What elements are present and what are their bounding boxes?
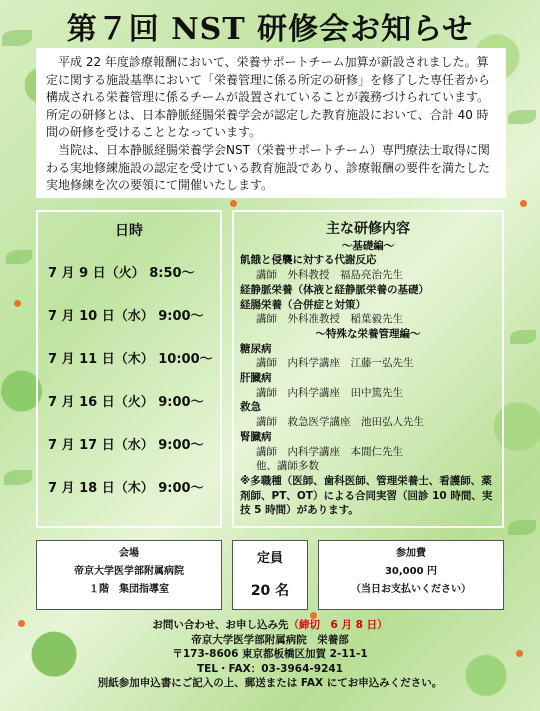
capacity-value: 20 名 [250, 583, 290, 599]
topic: 肝臓病 [240, 372, 272, 385]
schedule-date: 7 月 11 日（木） 10:00～ [48, 352, 213, 367]
fee-label: 参加費 [396, 548, 426, 559]
page-title: 第７回 NST 研修会お知らせ [66, 12, 474, 47]
contact-lead [36, 618, 504, 633]
schedule-heading: 日時 [115, 223, 143, 239]
lecturer: 講師 救急医学講座 池田弘人先生 [256, 416, 424, 429]
contact-lead-text: お問い合わせ、お申し込み先 [152, 619, 289, 631]
topic: 救急 [240, 401, 261, 414]
schedule-date: 7 月 9 日（火） 8:50～ [48, 266, 195, 281]
lecturer-others: 他、講師多数 [256, 460, 319, 473]
lecturer: 講師 内科学講座 田中篤先生 [256, 386, 403, 399]
schedule-date: 7 月 18 日（木） 9:00～ [48, 481, 204, 496]
capacity-label: 定員 [256, 551, 283, 566]
note: ※多職種（医師、歯科医師、管理栄養士、看護師、薬剤師、PT、OT）による合同実習（回診 10 時間、実技 5 時間）があります。 [240, 474, 493, 517]
topic: 経静脈栄養（体液と経静脈栄養の基礎） [240, 283, 429, 296]
schedule-date: 7 月 16 日（火） 9:00～ [48, 395, 204, 410]
berry-decoration [14, 300, 21, 307]
contact-section [36, 616, 504, 704]
venue-label: 会場 [119, 548, 139, 559]
section-label: ～特殊な栄養管理編～ [315, 327, 421, 340]
deadline: （締切 6 月 8 日） [288, 619, 388, 631]
fee-box [318, 540, 504, 610]
topic: 飢餓と侵襲に対する代謝反応 [240, 254, 377, 267]
intro-paragraph: 当院は、日本静脈経腸栄養学会NST（栄養サポートチーム）専門療法士取得に関わる実地修練施設の認定を受けている教育施設であり、診療報酬の要件を満たした実地修練を次の要領にて開催いたします。 [46, 142, 491, 193]
lecturer: 講師 内科学講座 本間仁先生 [256, 445, 403, 458]
lecturer: 講師 内科学講座 江藤一弘先生 [256, 357, 414, 370]
venue-name: 帝京大学医学部附属病院 [74, 566, 184, 577]
contact-org: 帝京大学医学部附属病院 栄養部 [191, 633, 349, 646]
topic: 経腸栄養（合併症と対策） [240, 298, 366, 311]
lecturer: 講師 外科教授 福島亮治先生 [256, 269, 403, 282]
leaf-decoration [508, 520, 536, 535]
lecturer: 講師 外科准教授 稲葉毅先生 [256, 313, 403, 326]
capacity-box [232, 540, 308, 610]
berry-decoration [520, 200, 527, 207]
intro-text [36, 48, 506, 198]
leaf-decoration [508, 110, 536, 124]
schedule-date: 7 月 17 日（水） 9:00～ [48, 438, 204, 453]
fee-note: （当日お支払いください） [351, 584, 471, 595]
topic: 腎臓病 [240, 430, 272, 443]
topic: 糖尿病 [240, 342, 272, 355]
section-label: ～基礎編～ [341, 239, 395, 252]
schedule-panel [36, 210, 222, 528]
leaf-decoration [4, 470, 32, 485]
fee-amount: 30,000 円 [384, 566, 438, 577]
schedule-date: 7 月 10 日（水） 9:00～ [48, 309, 204, 324]
berry-decoration [18, 620, 25, 627]
leaf-decoration [6, 250, 32, 264]
berry-decoration [516, 650, 523, 657]
content-heading: 主な研修内容 [326, 221, 410, 237]
contact-tel: TEL・FAX：03-3964-9241 [197, 662, 343, 675]
contact-address: 〒173-8606 東京都板橋区加賀 2-11-1 [172, 648, 368, 660]
venue-box [36, 540, 222, 610]
venue-room: １階 集団指導室 [89, 584, 169, 595]
berry-decoration [230, 200, 237, 207]
content-panel [232, 210, 504, 528]
leaf-decoration [510, 330, 536, 344]
contact-footer: 別紙参加申込書にご記入の上、郵送または FAX にてお申込みください。 [97, 677, 443, 689]
intro-paragraph: 平成 22 年度診療報酬において、栄養サポートチーム加算が新設されました。算定に関する施設基準において「栄養管理に係る所定の研修」を修了した専任者から構成される栄養管理に係るチームが設置されていることが義務づけられています。所定の研修とは、日本静脈経腸栄養学会が認定した教育施設において、合計 40 時間の研修を受けることとなっています。 [46, 55, 491, 140]
